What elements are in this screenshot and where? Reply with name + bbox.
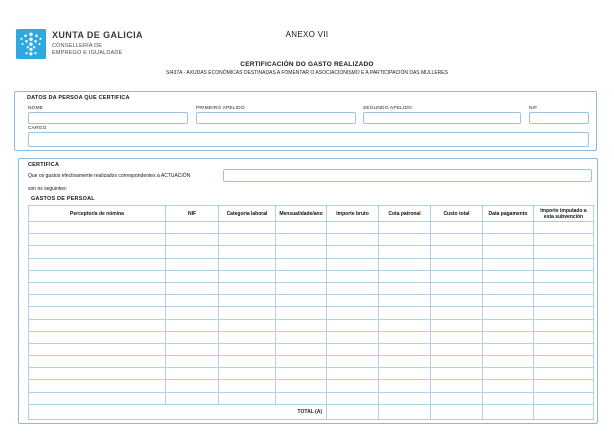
- table-cell: [431, 258, 483, 270]
- table-cell: [327, 331, 379, 343]
- table-cell: [431, 246, 483, 258]
- table-cell: [379, 343, 431, 355]
- table-cell: [534, 282, 594, 294]
- table-cell: [276, 282, 327, 294]
- table-row: [29, 246, 594, 258]
- table-cell: [327, 343, 379, 355]
- gastos-table: [28, 205, 594, 420]
- col-header-6: Custo total: [431, 206, 483, 222]
- table-cell: [379, 307, 431, 319]
- table-cell: [327, 368, 379, 380]
- nome-field[interactable]: [28, 112, 188, 124]
- table-cell: [534, 295, 594, 307]
- table-cell: [29, 295, 166, 307]
- table-cell: [29, 282, 166, 294]
- table-cell: [379, 282, 431, 294]
- table-cell: [431, 392, 483, 404]
- table-cell: [276, 246, 327, 258]
- table-cell: [166, 282, 219, 294]
- nif-field[interactable]: [529, 112, 589, 124]
- table-cell: [166, 368, 219, 380]
- table-cell: [379, 295, 431, 307]
- table-cell: [29, 234, 166, 246]
- table-cell: [379, 246, 431, 258]
- table-cell: [431, 331, 483, 343]
- table-cell: [219, 234, 276, 246]
- cargo-label: CARGO: [28, 126, 47, 131]
- table-cell: [379, 331, 431, 343]
- anexo-label: ANEXO VII: [285, 30, 329, 39]
- table-cell: [276, 331, 327, 343]
- table-cell: [276, 270, 327, 282]
- table-cell: [534, 356, 594, 368]
- table-cell: [431, 343, 483, 355]
- table-cell: [379, 258, 431, 270]
- table-cell: [166, 246, 219, 258]
- table-cell: [166, 392, 219, 404]
- table-cell: [534, 319, 594, 331]
- table-cell: [483, 319, 534, 331]
- table-cell: [327, 380, 379, 392]
- col-header-0: Perceptor/a de nómina: [29, 206, 166, 222]
- brand-name: XUNTA DE GALICIA: [52, 30, 143, 40]
- table-cell: [534, 404, 594, 419]
- table-cell: [379, 234, 431, 246]
- table-row: [29, 368, 594, 380]
- table-cell: [534, 392, 594, 404]
- table-cell: [219, 343, 276, 355]
- table-row: [29, 222, 594, 234]
- table-cell: [483, 343, 534, 355]
- table-cell: [166, 380, 219, 392]
- col-header-1: NIF: [166, 206, 219, 222]
- table-cell: [29, 368, 166, 380]
- table-cell: [534, 343, 594, 355]
- table-cell: [483, 222, 534, 234]
- primeiro-apelido-field[interactable]: [196, 112, 356, 124]
- table-cell: [276, 258, 327, 270]
- table-cell: [327, 234, 379, 246]
- col-header-7: Data pagamento: [483, 206, 534, 222]
- table-cell: [431, 368, 483, 380]
- table-cell: [431, 234, 483, 246]
- nome-label: NOME: [28, 106, 44, 111]
- table-row: [29, 307, 594, 319]
- table-cell: [166, 222, 219, 234]
- datos-section-title: DATOS DA PERSOA QUE CERTIFICA: [27, 95, 130, 101]
- table-cell: [431, 282, 483, 294]
- table-cell: [534, 258, 594, 270]
- table-cell: [219, 331, 276, 343]
- table-cell: [29, 356, 166, 368]
- table-cell: [276, 295, 327, 307]
- segundo-apelido-field[interactable]: [363, 112, 521, 124]
- table-cell: [379, 380, 431, 392]
- table-cell: [166, 331, 219, 343]
- primeiro-apelido-label: PRIMEIRO APELIDO: [196, 106, 245, 111]
- table-cell: [483, 295, 534, 307]
- table-cell: [483, 258, 534, 270]
- certifica-section: [18, 158, 598, 424]
- table-row: [29, 258, 594, 270]
- table-cell: [219, 270, 276, 282]
- table-cell: [379, 368, 431, 380]
- table-row: [29, 343, 594, 355]
- table-cell: [276, 319, 327, 331]
- table-cell: [29, 258, 166, 270]
- table-row: [29, 392, 594, 404]
- table-cell: [379, 404, 431, 419]
- table-cell: [431, 295, 483, 307]
- table-cell: [29, 331, 166, 343]
- table-cell: [29, 246, 166, 258]
- table-cell: [483, 380, 534, 392]
- brand-dept-line1: CONSELLERÍA DE: [52, 43, 103, 49]
- brand-department: [52, 43, 122, 56]
- table-row: [29, 356, 594, 368]
- table-cell: [534, 368, 594, 380]
- table-cell: [276, 356, 327, 368]
- table-cell: [219, 222, 276, 234]
- table-cell: [219, 295, 276, 307]
- table-cell: [219, 246, 276, 258]
- table-cell: [219, 368, 276, 380]
- table-row: [29, 295, 594, 307]
- table-cell: [276, 392, 327, 404]
- datos-section: [14, 91, 597, 151]
- table-cell: [327, 270, 379, 282]
- table-cell: [276, 307, 327, 319]
- table-cell: [219, 319, 276, 331]
- col-header-3: Mensualidade/ano: [276, 206, 327, 222]
- table-cell: [219, 258, 276, 270]
- table-cell: [166, 307, 219, 319]
- table-cell: [534, 380, 594, 392]
- table-cell: [327, 282, 379, 294]
- table-cell: [327, 307, 379, 319]
- brand-dept-line2: EMPREGO E IGUALDADE: [52, 49, 123, 56]
- table-cell: [534, 270, 594, 282]
- table-cell: [166, 295, 219, 307]
- table-cell: [483, 392, 534, 404]
- table-cell: [327, 404, 379, 419]
- table-cell: [29, 307, 166, 319]
- cargo-field[interactable]: [28, 132, 589, 147]
- table-cell: [29, 319, 166, 331]
- doc-subtitle: SI437A - AXUDAS ECONÓMICAS DESTINADAS A FOMENTAR O ASOCIACIONISMO E A PARTICIPACIÓN DAS MULLERES: [166, 70, 448, 76]
- table-cell: [483, 282, 534, 294]
- table-cell: [29, 270, 166, 282]
- table-cell: [431, 222, 483, 234]
- table-cell: [219, 380, 276, 392]
- table-cell: [379, 270, 431, 282]
- segundo-apelido-label: SEGUNDO APELIDO: [363, 106, 413, 111]
- table-cell: [534, 222, 594, 234]
- table-row: [29, 319, 594, 331]
- table-cell: [431, 380, 483, 392]
- table-cell: [379, 222, 431, 234]
- table-row: [29, 331, 594, 343]
- table-cell: [483, 368, 534, 380]
- col-header-4: Importe bruto: [327, 206, 379, 222]
- table-cell: [276, 380, 327, 392]
- table-cell: [431, 356, 483, 368]
- table-header-row: [29, 206, 594, 222]
- table-cell: [327, 295, 379, 307]
- table-cell: [276, 343, 327, 355]
- table-cell: [219, 282, 276, 294]
- table-cell: [483, 331, 534, 343]
- total-label: TOTAL (A): [29, 404, 327, 419]
- table-cell: [534, 307, 594, 319]
- table-cell: [29, 343, 166, 355]
- table-cell: [166, 270, 219, 282]
- table-cell: [166, 258, 219, 270]
- table-cell: [166, 356, 219, 368]
- table-cell: [534, 234, 594, 246]
- table-cell: [483, 307, 534, 319]
- table-cell: [431, 270, 483, 282]
- table-cell: [483, 234, 534, 246]
- table-cell: [219, 307, 276, 319]
- certifica-line2: son os seguintes:: [28, 186, 67, 192]
- table-cell: [379, 392, 431, 404]
- table-cell: [483, 246, 534, 258]
- table-cell: [276, 234, 327, 246]
- table-cell: [166, 319, 219, 331]
- table-cell: [166, 234, 219, 246]
- table-cell: [327, 246, 379, 258]
- table-cell: [431, 307, 483, 319]
- table-cell: [327, 319, 379, 331]
- table-cell: [219, 356, 276, 368]
- table-cell: [327, 356, 379, 368]
- col-header-5: Cota patronal: [379, 206, 431, 222]
- table-cell: [534, 331, 594, 343]
- table-cell: [431, 319, 483, 331]
- nif-label: NIF: [529, 106, 538, 111]
- table-cell: [483, 270, 534, 282]
- certifica-section-title: CERTIFICA: [28, 162, 60, 168]
- table-row: [29, 270, 594, 282]
- table-cell: [166, 343, 219, 355]
- certifica-line1: Que os gastos efectivamente realizados correspondentes á ACTUACIÓN: [28, 173, 191, 179]
- total-row: [29, 404, 594, 419]
- table-cell: [219, 392, 276, 404]
- table-row: [29, 282, 594, 294]
- gastos-table-title: GASTOS DE PERSOAL: [31, 196, 95, 202]
- doc-title: CERTIFICACIÓN DO GASTO REALIZADO: [240, 61, 374, 68]
- table-row: [29, 380, 594, 392]
- table-cell: [327, 392, 379, 404]
- table-cell: [276, 368, 327, 380]
- table-row: [29, 234, 594, 246]
- table-cell: [379, 319, 431, 331]
- table-cell: [29, 392, 166, 404]
- table-cell: [29, 222, 166, 234]
- table-cell: [327, 222, 379, 234]
- table-cell: [276, 222, 327, 234]
- table-cell: [431, 404, 483, 419]
- table-cell: [483, 356, 534, 368]
- table-cell: [534, 246, 594, 258]
- col-header-2: Categoría laboral: [219, 206, 276, 222]
- actuacion-field[interactable]: [223, 169, 592, 182]
- table-cell: [483, 404, 534, 419]
- table-cell: [327, 258, 379, 270]
- table-cell: [29, 380, 166, 392]
- col-header-8: Importe imputado a esta subvención: [534, 206, 594, 222]
- table-cell: [379, 356, 431, 368]
